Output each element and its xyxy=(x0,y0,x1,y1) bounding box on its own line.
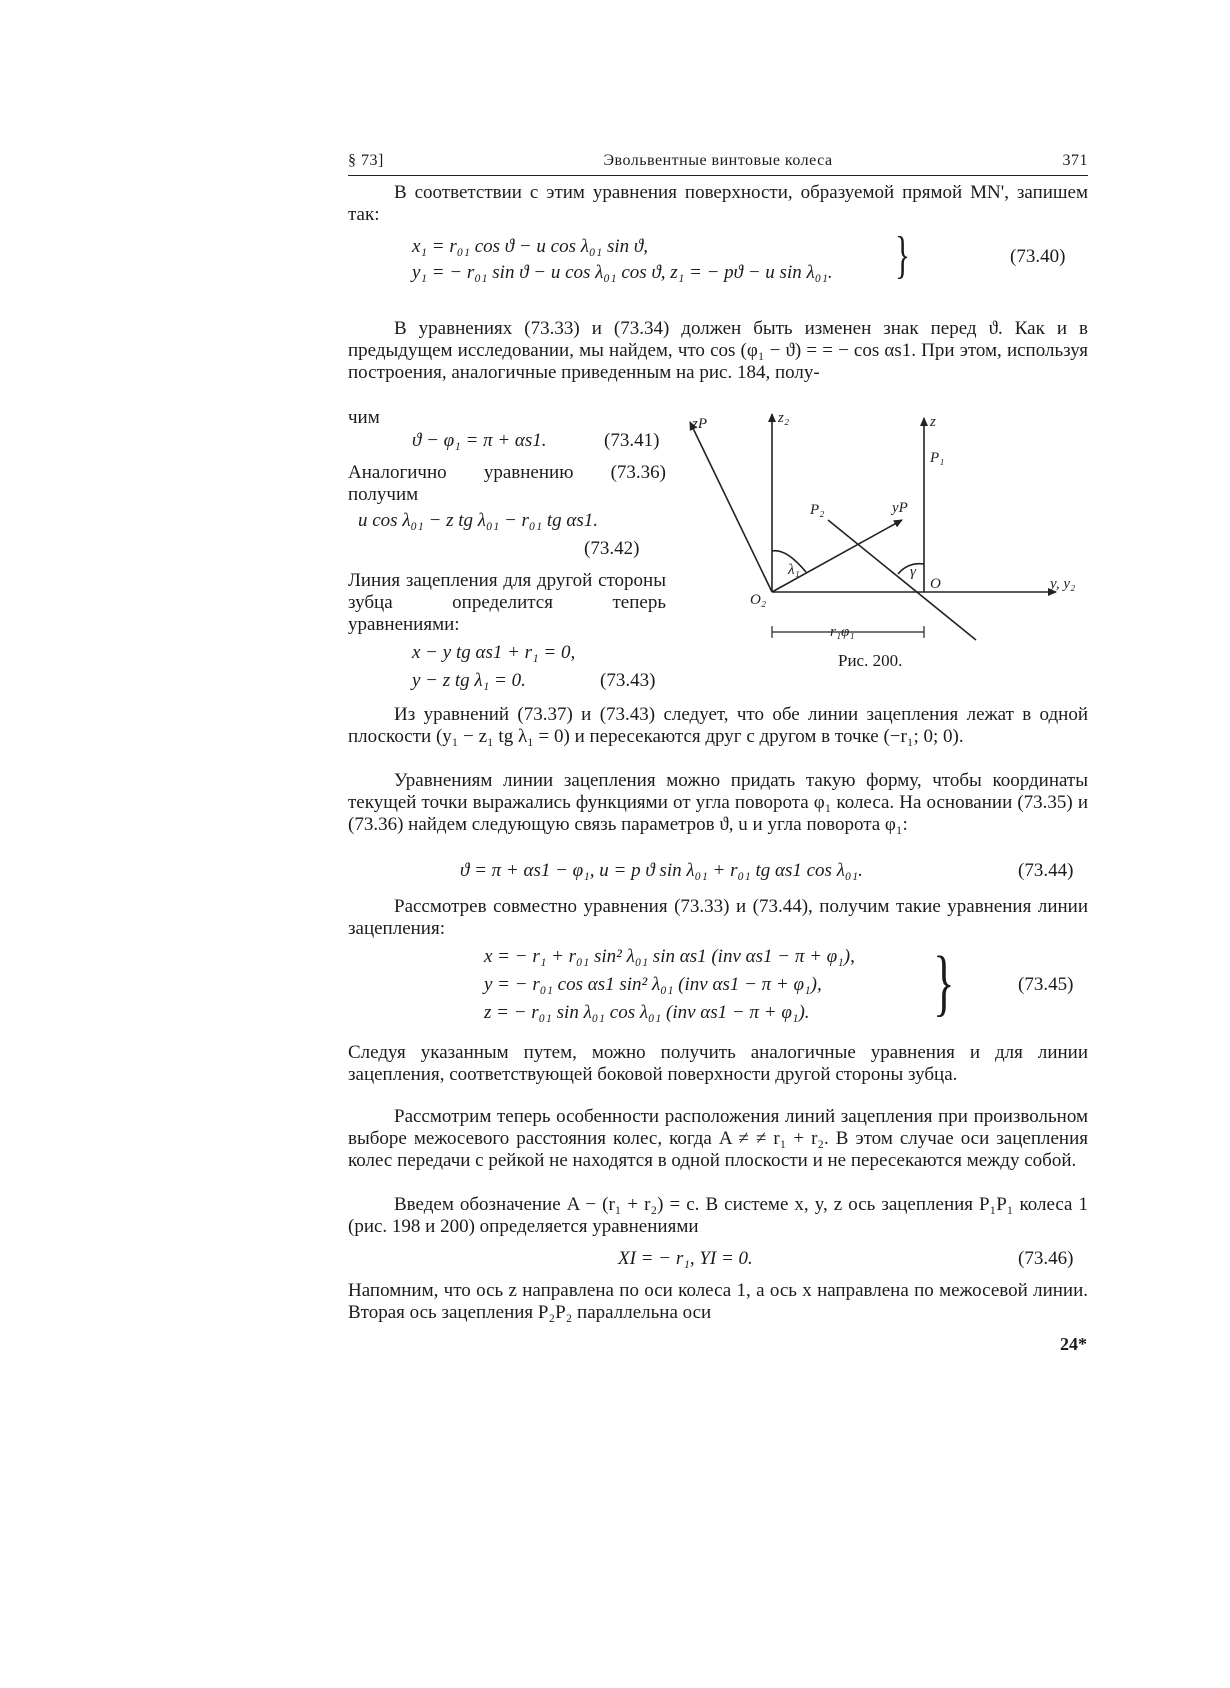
equation-73-40-line-1: x₁ = r₀₁ cos ϑ − u cos λ₀₁ sin ϑ, xyxy=(412,236,648,257)
equation-73-43-line-2: y − z tg λ₁ = 0. xyxy=(412,670,526,691)
figure-200 xyxy=(678,404,1090,659)
equation-number-73-44: (73.44) xyxy=(1018,860,1074,881)
paragraph-8: Следуя указанным путем, можно получить аналогичные уравнения и для линии зацепления, соответствующей боковой поверхности другой стороны зубца. xyxy=(348,1042,1088,1085)
figure-200-diagram xyxy=(678,404,1090,659)
paragraph-9: Рассмотрим теперь особенности расположения линий зацепления при произвольном выборе межосевого расстояния колес, когда A ≠ ≠ r₁ + r₂. В этом случае оси зацепления колес передачи с рейкой не находятся в одной плоскости и не пересекаются между собой. xyxy=(348,1106,1088,1171)
paragraph-3: Аналогично уравнению (73.36) получим xyxy=(348,462,666,505)
equation-73-45-line-3: z = − r₀₁ sin λ₀₁ cos λ₀₁ (inv αs1 − π + φ₁). xyxy=(484,1002,810,1023)
equation-73-43-line-1: x − y tg αs1 + r₁ = 0, xyxy=(412,642,576,663)
equation-73-46: XI = − r₁, YI = 0. xyxy=(618,1248,753,1269)
equation-73-44: ϑ = π + αs1 − φ₁, u = p ϑ sin λ₀₁ + r₀₁ tg αs1 cos λ₀₁. xyxy=(460,860,863,881)
equation-73-45-line-2: y = − r₀₁ cos αs1 sin² λ₀₁ (inv αs1 − π + φ₁), xyxy=(484,974,822,995)
figure-caption: Рис. 200. xyxy=(838,651,903,670)
equation-number-73-41: (73.41) xyxy=(604,430,660,451)
printer-signature: 24* xyxy=(1060,1334,1087,1354)
label-lambda1: λ₁ xyxy=(788,562,800,578)
right-brace: } xyxy=(894,227,910,284)
equation-73-45-line-1: x = − r₁ + r₀₁ sin² λ₀₁ sin αs1 (inv αs1 − π + φ₁), xyxy=(484,946,855,967)
equation-number-73-42: (73.42) xyxy=(584,538,640,559)
axis-zp xyxy=(690,422,772,592)
equation-number-73-46: (73.46) xyxy=(1018,1248,1074,1269)
equation-73-42: u cos λ₀₁ − z tg λ₀₁ − r₀₁ tg αs1. xyxy=(358,510,599,531)
paragraph-2: В уравнениях (73.33) и (73.34) должен быть изменен знак перед ϑ. Как и в предыдущем исследовании, мы найдем, что cos (φ₁ − ϑ) = = − cos αs1. При этом, используя построения, аналогичные приведенным на рис. 184, полу- xyxy=(348,318,1088,383)
paragraph-2-continuation: чим xyxy=(348,407,380,428)
paragraph-5: Из уравнений (73.37) и (73.43) следует, что обе линии зацепления лежат в одной плоскости (y₁ − z₁ tg λ₁ = 0) и пересекаются друг с другом в точке (−r₁; 0; 0). xyxy=(348,704,1088,747)
equation-73-40-line-2: y₁ = − r₀₁ sin ϑ − u cos λ₀₁ cos ϑ, z₁ = − pϑ − u sin λ₀₁. xyxy=(412,262,833,283)
label-zp: zP xyxy=(692,416,707,432)
section-number: § 73] xyxy=(348,152,384,169)
paragraph-11: Напомним, что ось z направлена по оси колеса 1, а ось x направлена по межосевой линии. Вторая ось зацепления P₂P₂ параллельна оси xyxy=(348,1280,1088,1323)
axis-yp xyxy=(772,520,902,592)
label-p1: P₁ xyxy=(930,450,945,466)
paragraph-1: В соответствии с этим уравнения поверхности, образуемой прямой MN', запишем так: xyxy=(348,182,1088,225)
paragraph-6: Уравнениям линии зацепления можно придать такую форму, чтобы координаты текущей точки выражались функциями от угла поворота φ₁ колеса. На основании (73.35) и (73.36) найдем следующую связь параметров ϑ, u и угла поворота φ₁: xyxy=(348,770,1088,835)
label-z2: z₂ xyxy=(778,410,790,426)
label-gamma: γ xyxy=(910,564,916,580)
label-z: z xyxy=(930,414,936,430)
paragraph-7: Рассмотрев совместно уравнения (73.33) и (73.44), получим такие уравнения линии зацепления: xyxy=(348,896,1088,939)
paragraph-4: Линия зацепления для другой стороны зубца определится теперь уравнениями: xyxy=(348,570,666,635)
header-rule xyxy=(348,175,1088,176)
right-brace-73-45: } xyxy=(933,942,955,1024)
label-p2: P₂ xyxy=(810,502,825,518)
label-o: O xyxy=(930,576,941,592)
page-number: 371 xyxy=(1062,152,1088,169)
label-yp: yP xyxy=(892,500,908,516)
label-y-y2: y, y₂ xyxy=(1050,576,1076,592)
line-p2 xyxy=(828,520,976,640)
label-r1phi1: r₁φ₁ xyxy=(830,624,855,640)
equation-number-73-40: (73.40) xyxy=(1010,246,1066,267)
label-o2: O₂ xyxy=(750,592,767,608)
equation-number-73-43: (73.43) xyxy=(600,670,656,691)
equation-number-73-45: (73.45) xyxy=(1018,974,1074,995)
paragraph-10: Введем обозначение A − (r₁ + r₂) = c. В системе x, y, z ось зацепления P₁P₁ колеса 1 (рис. 198 и 200) определяется уравнениями xyxy=(348,1194,1088,1237)
equation-73-41: ϑ − φ₁ = π + αs1. xyxy=(412,430,547,451)
running-title: Эвольвентные винтовые колеса xyxy=(603,152,833,169)
running-header xyxy=(348,148,1088,174)
